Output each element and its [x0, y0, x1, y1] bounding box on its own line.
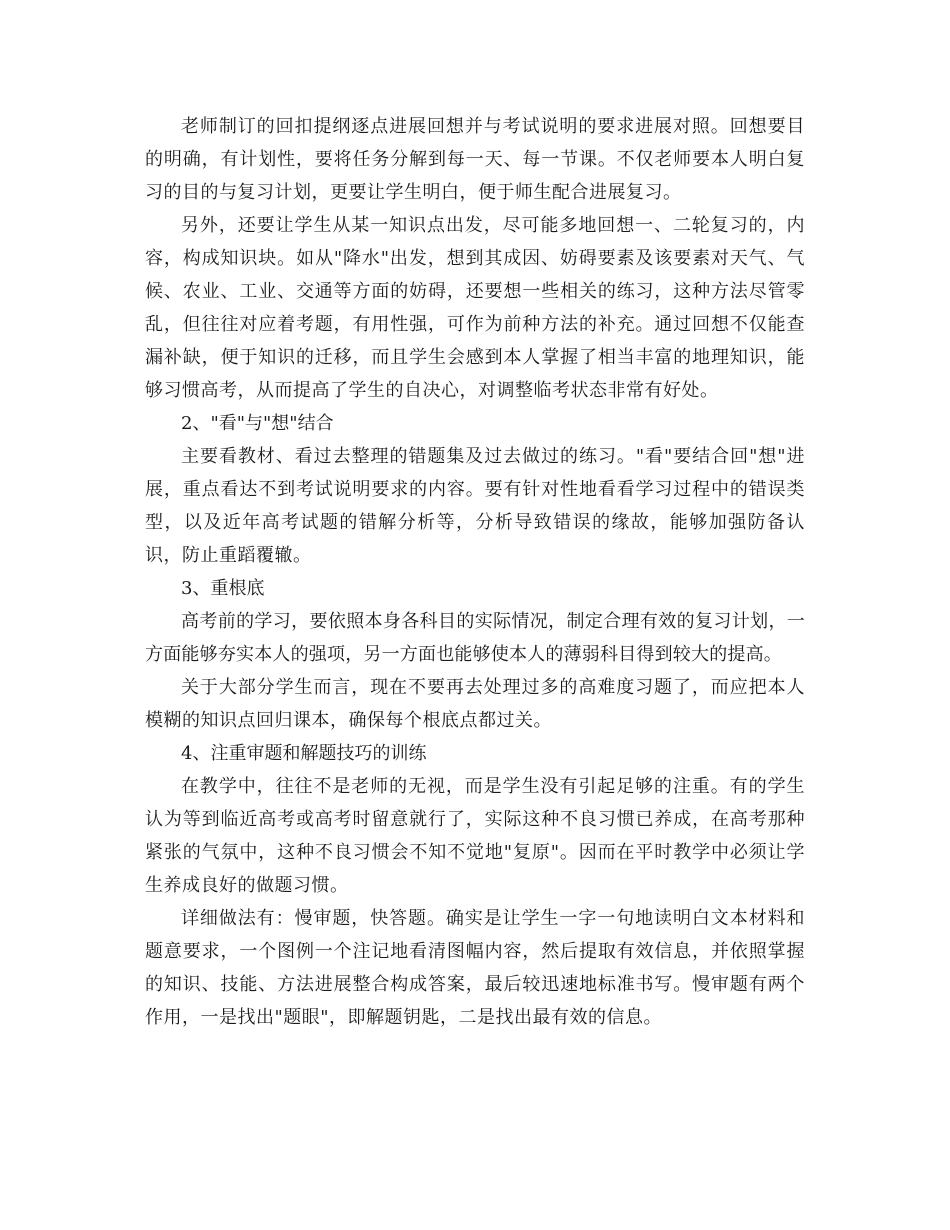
heading-look-and-think: 2、"看"与"想"结合 — [181, 413, 334, 434]
paragraph-study-plan: 高考前的学习，要依照本身各科目的实际情况，制定合理有效的复习计划，一方面能够夯实本人的强项，另一方面也能够使本人的薄弱科目得到较大的提高。 — [145, 611, 805, 665]
paragraph-knowledge-block: 另外，还要让学生从某一知识点出发，尽可能多地回想一、二轮复习的，内容，构成知识块。如从"降水"出发，想到其成因、妨碍要素及该要素对天气、气候、农业、工业、交通等方面的妨碍，还要想一些相关的练习，这种方法尽管零乱，但往往对应着考题，有用性强，可作为前种方法的补充。通过回想不仅能查漏补缺，便于知识的迁移，而且学生会感到本人掌握了相当丰富的地理知识，能够习惯高考，从而提高了学生的自决心，对调整临考状态非常有好处。 — [145, 215, 805, 401]
document-body — [145, 110, 805, 1034]
paragraph-review-outline: 老师制订的回扣提纲逐点进展回想并与考试说明的要求进展对照。回想要目的明确，有计划性，要将任务分解到每一天、每一节课。不仅老师要本人明白复习的目的与复习计划，更要让学生明白，便于师生配合进展复习。 — [145, 116, 805, 203]
paragraph-return-to-textbook: 关于大部分学生而言，现在不要再去处理过多的高难度习题了，而应把本人模糊的知识点回归课本，确保每个根底点都过关。 — [145, 677, 805, 731]
paragraph-habits: 在教学中，往往不是老师的无视，而是学生没有引起足够的注重。有的学生认为等到临近高考或高考时留意就行了，实际这种不良习惯已养成，在高考那种紧张的气氛中，这种不良习惯会不知不觉地"复原"。因而在平时教学中必须让学生养成良好的做题习惯。 — [145, 776, 805, 896]
paragraph-slow-reading: 详细做法有：慢审题，快答题。确实是让学生一字一句地读明白文本材料和题意要求，一个图例一个注记地看清图幅内容，然后提取有效信息，并依照掌握的知识、技能、方法进展整合构成答案，最后较迅速地标准书写。慢审题有两个作用，一是找出"题眼"，即解题钥匙，二是找出最有效的信息。 — [145, 908, 805, 1028]
heading-fundamentals: 3、重根底 — [181, 578, 265, 599]
heading-exam-skills: 4、注重审题和解题技巧的训练 — [181, 743, 427, 764]
paragraph-look-textbook: 主要看教材、看过去整理的错题集及过去做过的练习。"看"要结合回"想"进展，重点看达不到考试说明要求的内容。要有针对性地看看学习过程中的错误类型，以及近年高考试题的错解分析等，分析导致错误的缘故，能够加强防备认识，防止重蹈覆辙。 — [145, 446, 805, 566]
